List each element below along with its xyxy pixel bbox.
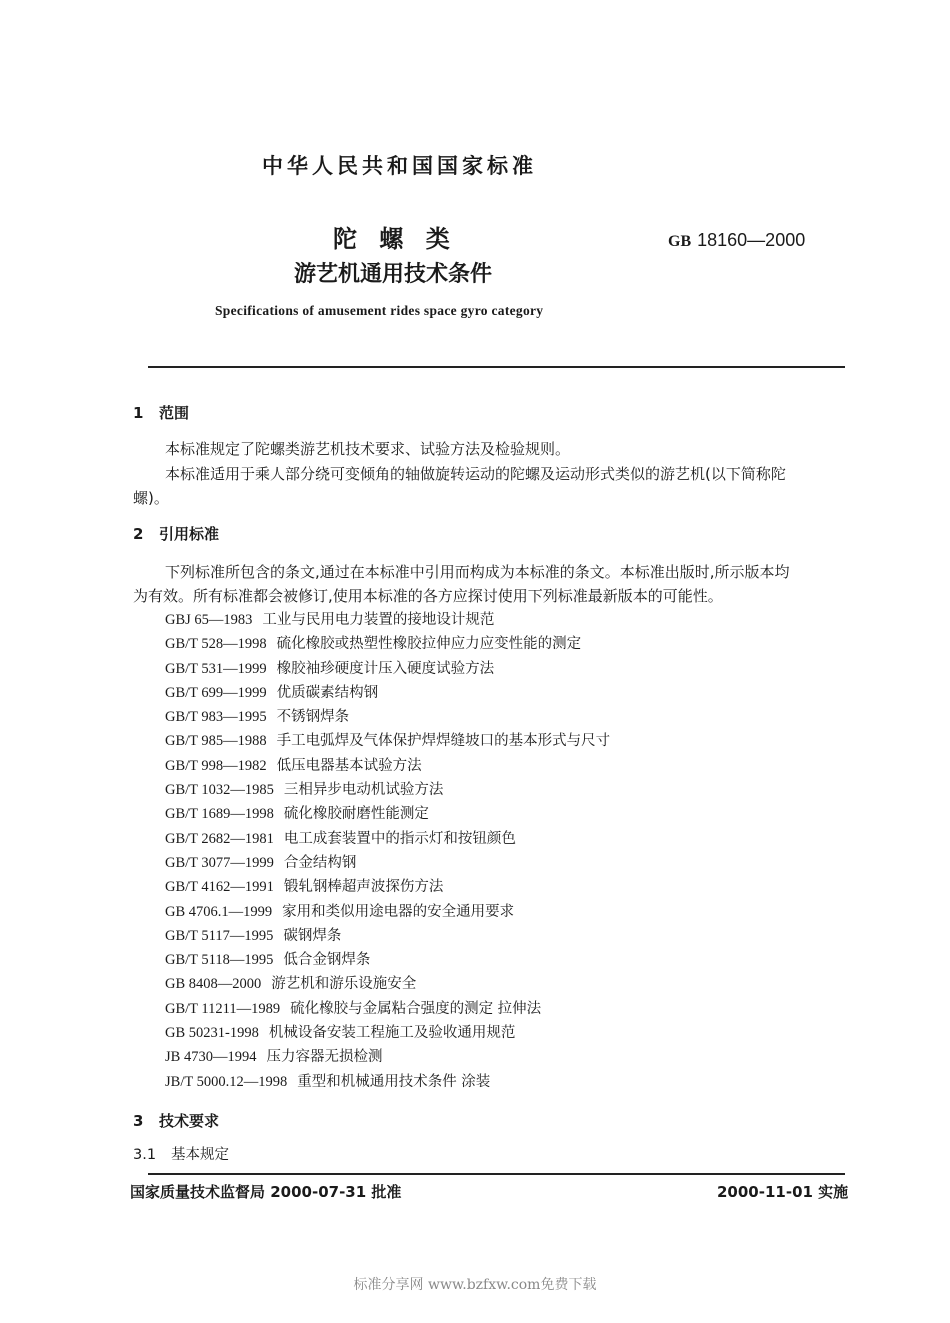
reference-item xyxy=(165,1070,610,1094)
reference-name: 三相异步电动机试验方法 xyxy=(283,782,444,799)
approval-statement: 国家质量技术监督局 2000-07-31 批准 xyxy=(130,1183,402,1201)
document-title-line2: 游艺机通用技术条件 xyxy=(294,262,493,287)
reference-name: 优质碳素结构钢 xyxy=(276,684,379,701)
reference-name: 机械设备安装工程施工及验收通用规范 xyxy=(268,1025,516,1042)
reference-name: 家用和类似用途电器的安全通用要求 xyxy=(282,903,515,920)
country-standard-heading: 中华人民共和国国家标准 xyxy=(262,154,537,178)
download-watermark: 标准分享网 www.bzfxw.com免费下载 xyxy=(353,1277,597,1293)
document-title-line1: 陀 螺 类 xyxy=(333,225,450,253)
reference-code: GB/T 531—1999 xyxy=(165,660,267,677)
subsection-3-1-heading xyxy=(133,1143,229,1168)
reference-code: GB/T 1689—1998 xyxy=(165,806,274,823)
reference-item xyxy=(165,851,610,875)
reference-code: GB/T 11211—1989 xyxy=(165,1000,281,1017)
reference-code: GB/T 3077—1999 xyxy=(165,854,274,871)
reference-name: 压力容器无损检测 xyxy=(266,1049,383,1066)
reference-code: GB/T 983—1995 xyxy=(165,709,267,726)
footer-divider xyxy=(148,1173,845,1175)
reference-code: GB/T 528—1998 xyxy=(165,636,267,653)
reference-name: 硫化橡胶或热塑性橡胶拉伸应力应变性能的测定 xyxy=(276,636,582,653)
reference-item xyxy=(165,608,610,632)
reference-code: GB 4706.1—1999 xyxy=(165,903,273,920)
header-divider xyxy=(148,366,845,368)
standard-prefix: GB xyxy=(668,233,692,250)
section-1-heading xyxy=(133,402,189,423)
subsection-title: 基本规定 xyxy=(171,1147,229,1163)
section-number: 3 xyxy=(133,1112,144,1130)
section-title: 技术要求 xyxy=(159,1112,220,1130)
reference-item xyxy=(165,657,610,681)
section-3-heading xyxy=(133,1110,219,1131)
reference-item xyxy=(165,1021,610,1045)
standard-number xyxy=(668,230,805,251)
reference-item xyxy=(165,705,610,729)
reference-item xyxy=(165,754,610,778)
section-2-paragraph-line2: 为有效。所有标准都会被修订,使用本标准的各方应探讨使用下列标准最新版本的可能性。 xyxy=(133,587,723,605)
reference-code: GB/T 2682—1981 xyxy=(165,830,274,847)
reference-code: GB 50231-1998 xyxy=(165,1025,259,1042)
reference-item xyxy=(165,681,610,705)
reference-name: 硫化橡胶耐磨性能测定 xyxy=(283,806,429,823)
reference-item xyxy=(165,997,610,1021)
reference-code: GB/T 998—1982 xyxy=(165,757,267,774)
reference-code: GB/T 4162—1991 xyxy=(165,879,274,896)
reference-code: GB/T 5117—1995 xyxy=(165,927,274,944)
reference-item xyxy=(165,948,610,972)
reference-name: 碳钢焊条 xyxy=(283,927,342,944)
reference-code: GB/T 985—1988 xyxy=(165,733,267,750)
reference-item xyxy=(165,778,610,802)
reference-item xyxy=(165,900,610,924)
subsection-number: 3.1 xyxy=(133,1147,157,1163)
section-1-paragraph-2-line2: 螺)。 xyxy=(133,489,169,507)
reference-name: 电工成套装置中的指示灯和按钮颜色 xyxy=(283,830,516,847)
section-1-paragraph-2-line1: 本标准适用于乘人部分绕可变倾角的轴做旋转运动的陀螺及运动形式类似的游艺机(以下简称陀 xyxy=(165,465,786,483)
normative-references-list xyxy=(165,608,610,1094)
section-number: 2 xyxy=(133,525,144,543)
section-title: 范围 xyxy=(159,404,190,422)
reference-code: JB 4730—1994 xyxy=(165,1049,257,1066)
section-title: 引用标准 xyxy=(159,525,220,543)
reference-item xyxy=(165,802,610,826)
reference-name: 低压电器基本试验方法 xyxy=(276,757,422,774)
reference-item xyxy=(165,1045,610,1069)
reference-name: 游艺机和游乐设施安全 xyxy=(271,976,417,993)
section-2-heading xyxy=(133,523,219,544)
reference-item xyxy=(165,827,610,851)
reference-code: GB/T 1032—1985 xyxy=(165,782,274,799)
reference-code: GB/T 699—1999 xyxy=(165,684,267,701)
reference-name: 锻轧钢棒超声波探伤方法 xyxy=(283,879,444,896)
reference-name: 工业与民用电力装置的接地设计规范 xyxy=(262,612,495,628)
section-2-paragraph-line1: 下列标准所包含的条文,通过在本标准中引用而构成为本标准的条文。本标准出版时,所示版本均 xyxy=(165,563,790,581)
standard-code: 18160—2000 xyxy=(697,230,806,250)
reference-name: 橡胶袖珍硬度计压入硬度试验方法 xyxy=(276,660,495,677)
reference-code: GBJ 65—1983 xyxy=(165,612,253,628)
reference-name: 低合金钢焊条 xyxy=(283,952,371,969)
reference-item xyxy=(165,875,610,899)
section-1-paragraph-1: 本标准规定了陀螺类游艺机技术要求、试验方法及检验规则。 xyxy=(165,440,571,458)
section-number: 1 xyxy=(133,404,144,422)
reference-item xyxy=(165,972,610,996)
reference-code: GB/T 5118—1995 xyxy=(165,952,274,969)
reference-item xyxy=(165,924,610,948)
english-title: Specifications of amusement rides space gyro category xyxy=(215,303,544,318)
reference-name: 不锈钢焊条 xyxy=(276,709,350,726)
reference-code: JB/T 5000.12—1998 xyxy=(165,1073,288,1090)
reference-code: GB 8408—2000 xyxy=(165,976,262,993)
reference-name: 合金结构钢 xyxy=(283,854,357,871)
implementation-date: 2000-11-01 实施 xyxy=(717,1183,849,1201)
reference-item xyxy=(165,632,610,656)
reference-name: 手工电弧焊及气体保护焊焊缝坡口的基本形式与尺寸 xyxy=(276,733,611,750)
reference-item xyxy=(165,729,610,753)
reference-name: 硫化橡胶与金属粘合强度的测定 拉伸法 xyxy=(290,1000,542,1017)
reference-name: 重型和机械通用技术条件 涂装 xyxy=(297,1073,491,1090)
